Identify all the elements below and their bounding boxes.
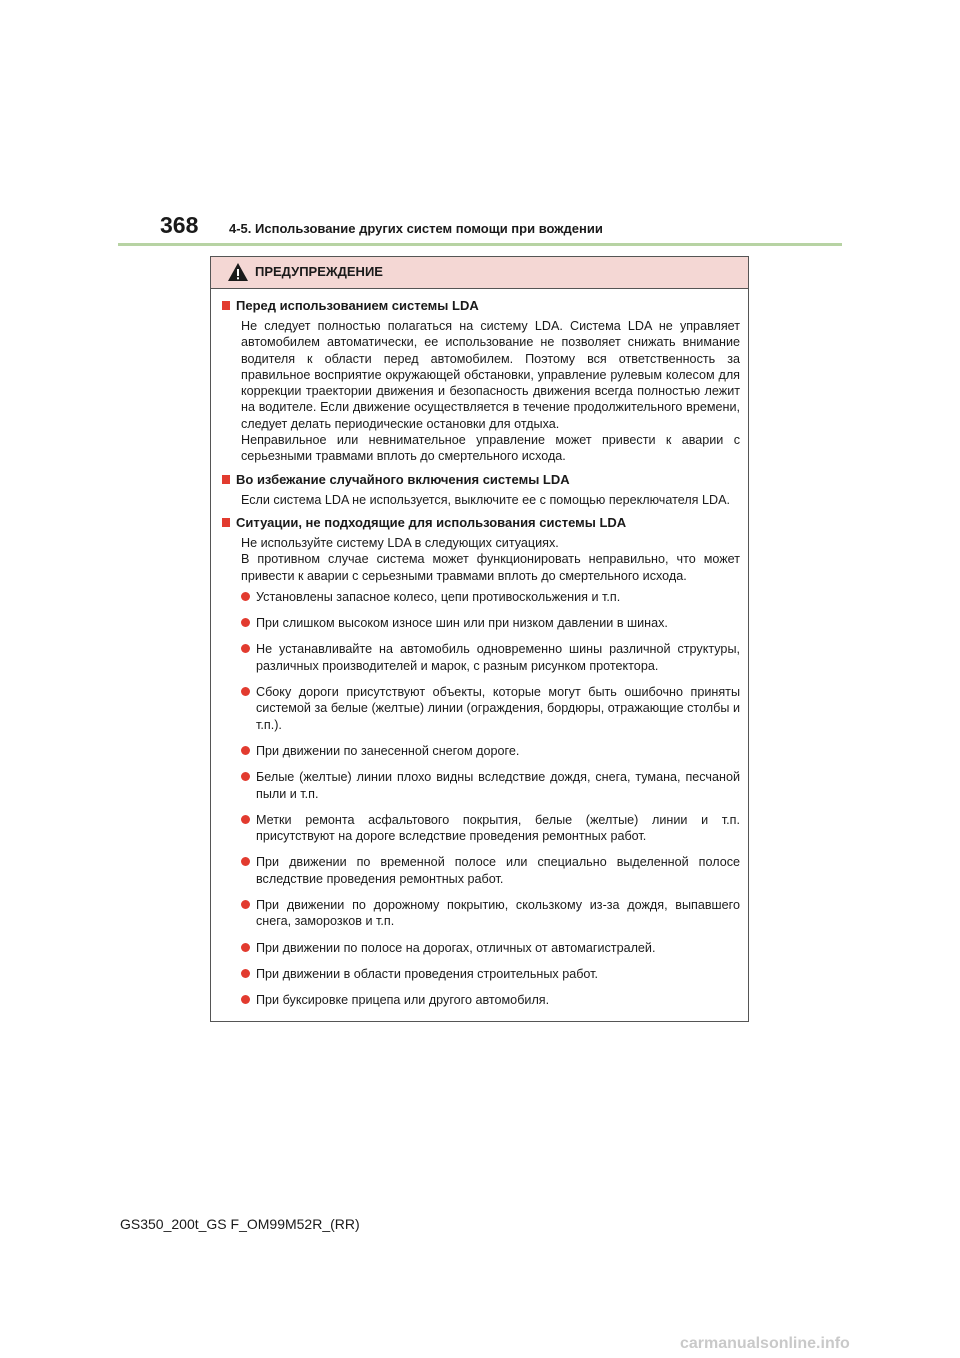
section-text: Не следует полностью полагаться на систему LDA. Система LDA не управляет автомобилем автоматически, ее использование не позволяет снижать внимание водителя к области перед автомобилем. Поэтому вся ответственность за правильное восприятие окружающей обстановки, управление рулевым колесом для коррекции траектории движения и безопасность движения всегда полностью лежит на водителе. Если движение осуществляется в течение продолжительного времени, следует делать периодические остановки для отдыха. Неправильное или невнимательное управление может привести к аварии с серьезными травмами вплоть до смертельного исхода. xyxy=(241,319,740,464)
warning-box xyxy=(210,256,749,1022)
square-bullet-icon xyxy=(222,518,230,527)
round-bullet-icon xyxy=(241,644,250,653)
round-bullet-icon xyxy=(241,772,250,781)
round-bullet-icon xyxy=(241,618,250,627)
section-text: Если система LDA не используется, выключите ее с помощью переключателя LDA. xyxy=(241,492,730,507)
round-bullet-icon xyxy=(241,969,250,978)
list-item: Не устанавливайте на автомобиль одновременно шины различной структуры, различных производителей и марок, с разным рисунком протектора. xyxy=(241,641,740,674)
round-bullet-icon xyxy=(241,592,250,601)
list-item: При движении по занесенной снегом дороге. xyxy=(241,743,740,759)
situation-list xyxy=(241,589,740,1009)
section-heading: Во избежание случайного включения системы LDA xyxy=(219,471,740,488)
warning-header xyxy=(211,257,748,289)
list-item: Белые (желтые) линии плохо видны вследствие дождя, снега, тумана, песчаной пыли и т.п. xyxy=(241,769,740,802)
list-item: При движении в области проведения строительных работ. xyxy=(241,966,740,982)
page-number: 368 xyxy=(160,212,199,238)
square-bullet-icon xyxy=(222,475,230,484)
round-bullet-icon xyxy=(241,995,250,1004)
list-item: Установлены запасное колесо, цепи противоскольжения и т.п. xyxy=(241,589,740,605)
section-text: Не используйте систему LDA в следующих ситуациях. В противном случае система может функционировать неправильно, что может привести к аварии с серьезными травмами вплоть до смертельного исхода. xyxy=(241,535,740,583)
round-bullet-icon xyxy=(241,943,250,952)
round-bullet-icon xyxy=(241,687,250,696)
section-before-use xyxy=(219,297,740,465)
square-bullet-icon xyxy=(222,301,230,310)
header-divider xyxy=(118,243,842,246)
section-accidental-activation xyxy=(219,471,740,508)
section-unsuitable-situations xyxy=(219,514,740,1009)
warning-triangle-icon xyxy=(227,262,249,282)
list-item: При слишком высоком износе шин или при низком давлении в шинах. xyxy=(241,615,740,631)
round-bullet-icon xyxy=(241,815,250,824)
list-item: При движении по дорожному покрытию, скользкому из-за дождя, выпавшего снега, заморозков и т.п. xyxy=(241,897,740,930)
section-title: 4-5. Использование других систем помощи при вождении xyxy=(229,221,603,236)
list-item: При буксировке прицепа или другого автомобиля. xyxy=(241,992,740,1008)
page-header xyxy=(160,212,860,242)
list-item: Метки ремонта асфальтового покрытия, белые (желтые) линии и т.п. присутствуют на дороге вследствие проведения ремонтных работ. xyxy=(241,812,740,845)
round-bullet-icon xyxy=(241,857,250,866)
section-heading: Перед использованием системы LDA xyxy=(219,297,740,314)
list-item: При движении по полосе на дорогах, отличных от автомагистралей. xyxy=(241,940,740,956)
model-code: GS350_200t_GS F_OM99M52R_(RR) xyxy=(120,1216,360,1232)
watermark: carmanualsonline.info xyxy=(680,1335,850,1352)
round-bullet-icon xyxy=(241,746,250,755)
warning-title: ПРЕДУПРЕЖДЕНИЕ xyxy=(255,264,383,279)
list-item: При движении по временной полосе или специально выделенной полосе вследствие проведения ремонтных работ. xyxy=(241,854,740,887)
round-bullet-icon xyxy=(241,900,250,909)
list-item: Сбоку дороги присутствуют объекты, которые могут быть ошибочно приняты системой за белые (желтые) линии (ограждения, бордюры, отражающие столбы и т.п.). xyxy=(241,684,740,733)
warning-body xyxy=(211,297,748,1019)
section-heading: Ситуации, не подходящие для использования системы LDA xyxy=(219,514,740,531)
